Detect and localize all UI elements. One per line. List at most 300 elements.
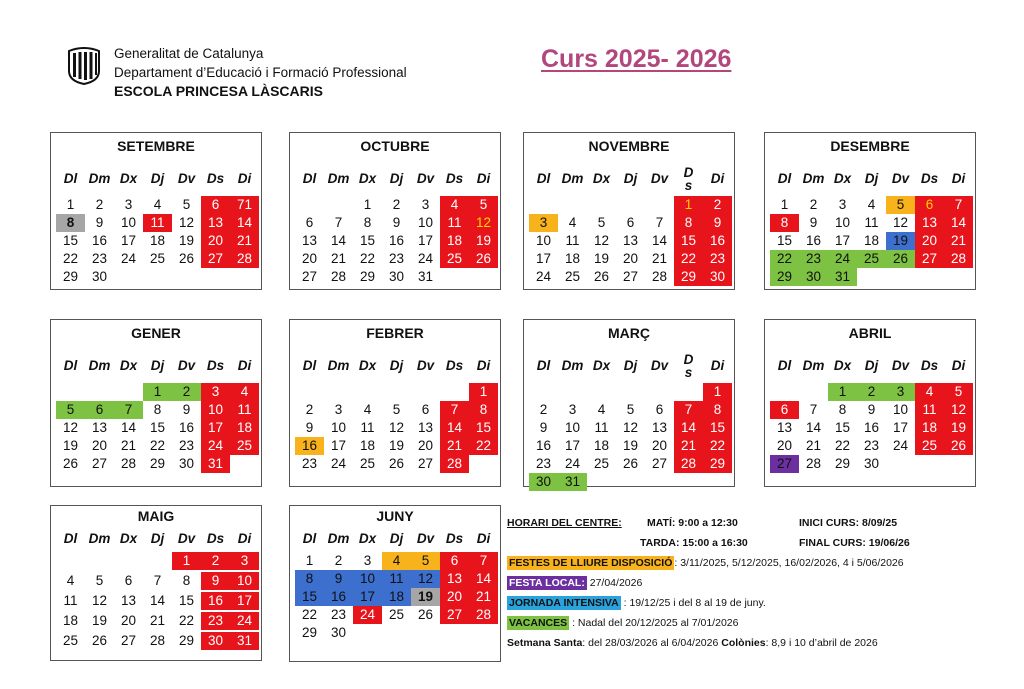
day-cell: 25 [388, 607, 405, 622]
day-cell [230, 455, 259, 473]
day-cell: 9 [324, 570, 353, 588]
day-cell: 16 [91, 233, 108, 248]
weekday-header-ds: Ds [683, 352, 694, 380]
day-cell: 5 [56, 401, 85, 419]
month-novembre [523, 132, 735, 290]
weekday-header: Dm [327, 171, 350, 186]
day-cell: 6 [421, 402, 430, 417]
day-cell: 21 [469, 588, 498, 606]
day-cell [201, 268, 230, 286]
weekday-header: Di [476, 531, 491, 546]
month-title: ABRIL [848, 325, 892, 341]
day-cell: 5 [411, 552, 440, 570]
day-cell: 29 [301, 625, 318, 640]
day-cell: 11 [360, 420, 375, 435]
day-cell: 23 [91, 251, 108, 266]
day-cell: 25 [593, 456, 610, 471]
day-cell: 10 [353, 570, 382, 588]
day-cell [674, 383, 703, 401]
day-cell: 1 [172, 552, 201, 570]
day-cell [85, 552, 114, 570]
day-cell [143, 552, 172, 570]
weekday-header: Dm [802, 171, 825, 186]
day-cell [411, 624, 440, 642]
tarda-schedule: TARDA: 15:00 a 16:30 [640, 537, 748, 549]
weekday-header: Dj [389, 171, 404, 186]
day-cell: 13 [440, 570, 469, 588]
day-cell: 25 [149, 251, 166, 266]
day-cell: 8 [469, 401, 498, 419]
day-cell: 22 [674, 250, 703, 268]
day-cell: 30 [799, 268, 828, 286]
day-cell: 27 [201, 250, 230, 268]
day-cell: 13 [915, 214, 944, 232]
day-cell: 7 [809, 402, 818, 417]
legend [507, 514, 1007, 654]
day-cell: 28 [230, 250, 259, 268]
day-cell: 21 [944, 232, 973, 250]
day-cell: 15 [178, 593, 195, 608]
day-cell: 5 [392, 402, 401, 417]
day-cell [915, 268, 944, 286]
day-cell: 2 [172, 383, 201, 401]
day-cell: 22 [834, 438, 851, 453]
day-cell: 28 [674, 455, 703, 473]
day-cell: 24 [330, 456, 347, 471]
weekday-header: Dl [302, 358, 317, 373]
day-cell [469, 268, 498, 286]
day-cell: 21 [651, 251, 668, 266]
day-cell: 4 [363, 402, 372, 417]
colonies-label: Colònies [721, 637, 766, 649]
day-cell: 26 [886, 250, 915, 268]
day-cell: 26 [62, 456, 79, 471]
day-cell: 7 [153, 573, 162, 588]
day-cell: 5 [182, 197, 191, 212]
day-cell [616, 383, 645, 401]
day-cell: 6 [305, 215, 314, 230]
day-cell: 5 [886, 196, 915, 214]
day-cell: 7 [655, 215, 664, 230]
day-cell: 25 [62, 633, 79, 648]
weekday-header: Ds [920, 171, 939, 186]
day-cell: 15 [295, 588, 324, 606]
day-cell: 23 [301, 456, 318, 471]
day-cell: 3 [334, 402, 343, 417]
weekday-header: Dx [358, 531, 377, 546]
day-cell: 22 [178, 613, 195, 628]
day-cell: 19 [886, 232, 915, 250]
day-cell: 22 [301, 607, 318, 622]
weekday-header: Dx [833, 358, 852, 373]
day-cell: 10 [230, 572, 259, 590]
day-cell: 23 [799, 250, 828, 268]
day-cell [645, 196, 674, 214]
day-cell: 4 [440, 196, 469, 214]
day-cell: 4 [66, 573, 75, 588]
weekday-header: Dv [177, 531, 196, 546]
day-cell: 4 [568, 215, 577, 230]
day-cell [645, 383, 674, 401]
day-cell: 20 [91, 438, 108, 453]
day-cell: 25 [564, 269, 581, 284]
day-cell: 2 [201, 552, 230, 570]
day-cell: 10 [892, 402, 909, 417]
day-cell: 15 [674, 232, 703, 250]
day-cell: 16 [295, 437, 324, 455]
day-cell: 1 [143, 383, 172, 401]
day-cell: 27 [301, 269, 318, 284]
day-cell: 20 [201, 232, 230, 250]
day-cell: 1 [780, 197, 789, 212]
day-cell: 13 [776, 420, 793, 435]
day-cell: 30 [703, 268, 732, 286]
day-cell: 6 [85, 401, 114, 419]
day-cell: 14 [330, 233, 347, 248]
weekday-header: Dx [592, 358, 611, 373]
jornada-text: : 19/12/25 i del 8 al 19 de juny. [620, 597, 766, 609]
day-cell: 29 [149, 456, 166, 471]
day-cell: 30 [91, 269, 108, 284]
weekday-header: Dx [119, 171, 138, 186]
day-cell: 15 [359, 233, 376, 248]
day-cell: 21 [440, 437, 469, 455]
day-cell: 5 [597, 215, 606, 230]
month-juny [289, 505, 501, 662]
day-cell: 28 [120, 456, 137, 471]
day-cell [56, 383, 85, 401]
day-cell: 8 [56, 214, 85, 232]
day-cell: 24 [120, 251, 137, 266]
day-cell: 16 [201, 592, 230, 610]
day-cell: 16 [324, 588, 353, 606]
day-cell: 14 [944, 214, 973, 232]
day-cell: 8 [363, 215, 372, 230]
day-cell: 3 [201, 383, 230, 401]
day-cell: 27 [91, 456, 108, 471]
day-cell: 24 [353, 606, 382, 624]
day-cell: 17 [564, 438, 581, 453]
day-cell: 16 [863, 420, 880, 435]
day-cell: 10 [564, 420, 581, 435]
day-cell: 6 [201, 196, 230, 214]
weekday-header: Dm [88, 171, 111, 186]
weekday-header: Ds [206, 171, 225, 186]
day-cell: 14 [674, 419, 703, 437]
weekday-header: Dm [327, 531, 350, 546]
weekday-header: Dj [150, 358, 165, 373]
weekday-header: Dl [63, 171, 78, 186]
day-cell: 24 [417, 251, 434, 266]
day-cell: 13 [201, 214, 230, 232]
day-cell: 3 [838, 197, 847, 212]
day-cell: 9 [305, 420, 314, 435]
weekday-header: Dm [561, 358, 584, 373]
day-cell [114, 383, 143, 401]
day-cell [944, 268, 973, 286]
day-cell: 31 [417, 269, 434, 284]
weekday-header: Dl [536, 171, 551, 186]
day-cell: 26 [593, 269, 610, 284]
day-cell: 20 [776, 438, 793, 453]
weekday-header: Dv [177, 358, 196, 373]
day-cell: 14 [805, 420, 822, 435]
day-cell: 10 [120, 215, 137, 230]
day-cell: 25 [230, 437, 259, 455]
day-cell: 19 [469, 232, 498, 250]
day-cell: 21 [149, 613, 166, 628]
day-cell: 19 [388, 438, 405, 453]
month-octubre [289, 132, 501, 290]
local-text: 27/04/2026 [586, 577, 643, 589]
weekday-header: Dl [302, 171, 317, 186]
department-name: Departament d’Educació i Formació Professional [114, 65, 407, 80]
day-cell: 29 [770, 268, 799, 286]
day-cell: 14 [469, 570, 498, 588]
day-cell: 6 [770, 401, 799, 419]
day-cell: 9 [182, 402, 191, 417]
day-cell: 17 [330, 438, 347, 453]
day-cell: 3 [363, 553, 372, 568]
day-cell: 17 [834, 233, 851, 248]
day-cell: 26 [944, 437, 973, 455]
day-cell: 1 [674, 196, 703, 214]
month-title: GENER [131, 325, 181, 341]
local-label: FESTA LOCAL: [509, 577, 585, 589]
day-cell: 15 [149, 420, 166, 435]
day-cell: 2 [539, 402, 548, 417]
day-cell [944, 455, 973, 473]
day-cell: 13 [120, 593, 137, 608]
day-cell [324, 196, 353, 214]
day-cell [382, 383, 411, 401]
day-cell: 18 [359, 438, 376, 453]
day-cell: 11 [382, 570, 411, 588]
day-cell: 27 [622, 269, 639, 284]
day-cell: 12 [178, 215, 195, 230]
day-cell [353, 624, 382, 642]
day-cell: 24 [535, 269, 552, 284]
day-cell: 26 [91, 633, 108, 648]
weekday-header: Di [237, 531, 252, 546]
day-cell: 7 [334, 215, 343, 230]
month-title: NOVEMBRE [588, 138, 670, 154]
day-cell: 7 [440, 401, 469, 419]
setmana-text: : del 28/03/2026 al 6/04/2026 [582, 637, 719, 649]
weekday-header: Dj [389, 531, 404, 546]
day-cell: 13 [301, 233, 318, 248]
weekday-header: Dx [119, 531, 138, 546]
day-cell: 1 [703, 383, 732, 401]
day-cell: 16 [805, 233, 822, 248]
weekday-header: Di [951, 358, 966, 373]
day-cell: 15 [776, 233, 793, 248]
day-cell: 24 [828, 250, 857, 268]
day-cell: 22 [770, 250, 799, 268]
day-cell: 4 [230, 383, 259, 401]
day-cell: 19 [944, 419, 973, 437]
day-cell: 16 [388, 233, 405, 248]
weekday-header: Dl [777, 171, 792, 186]
day-cell: 11 [594, 420, 609, 435]
day-cell: 8 [295, 570, 324, 588]
course-end: FINAL CURS: 19/06/26 [799, 537, 910, 549]
setmana-label: Setmana Santa [507, 637, 583, 649]
day-cell [558, 196, 587, 214]
day-cell: 20 [301, 251, 318, 266]
day-cell: 31 [201, 455, 230, 473]
day-cell: 26 [178, 251, 195, 266]
weekday-header: Dl [302, 531, 317, 546]
weekday-header: Ds [445, 358, 464, 373]
day-cell: 12 [593, 233, 610, 248]
day-cell: 29 [703, 455, 732, 473]
weekday-header: Dj [389, 358, 404, 373]
day-cell: 12 [892, 215, 909, 230]
day-cell: 22 [359, 251, 376, 266]
day-cell: 22 [149, 438, 166, 453]
day-cell: 28 [330, 269, 347, 284]
month-abril [764, 319, 976, 487]
day-cell: 29 [834, 456, 851, 471]
weekday-header: Dx [592, 171, 611, 186]
day-cell [230, 268, 259, 286]
day-cell: 17 [892, 420, 909, 435]
day-cell: 31 [230, 632, 259, 650]
day-cell [295, 196, 324, 214]
day-cell: 19 [593, 251, 610, 266]
day-cell: 10 [417, 215, 434, 230]
day-cell: 31 [558, 473, 587, 491]
day-cell: 20 [622, 251, 639, 266]
day-cell: 21 [674, 437, 703, 455]
day-cell [616, 196, 645, 214]
month-setembre [50, 132, 262, 290]
day-cell: 17 [120, 233, 137, 248]
weekday-header: Dm [327, 358, 350, 373]
day-cell: 28 [469, 606, 498, 624]
day-cell: 15 [834, 420, 851, 435]
day-cell: 1 [363, 197, 372, 212]
weekday-header: Dv [416, 358, 435, 373]
weekday-header: Dx [833, 171, 852, 186]
day-cell: 22 [62, 251, 79, 266]
day-cell: 12 [622, 420, 639, 435]
day-cell: 28 [805, 456, 822, 471]
day-cell: 5 [626, 402, 635, 417]
day-cell: 27 [440, 606, 469, 624]
weekday-header: Ds [206, 358, 225, 373]
day-cell: 9 [703, 214, 732, 232]
day-cell: 23 [535, 456, 552, 471]
day-cell [469, 455, 498, 473]
day-cell: 15 [703, 419, 732, 437]
day-cell: 11 [915, 401, 944, 419]
day-cell: 11 [143, 214, 172, 232]
day-cell: 18 [593, 438, 610, 453]
day-cell: 8 [770, 214, 799, 232]
mati-schedule: MATÍ: 9:00 a 12:30 [647, 517, 738, 529]
day-cell: 27 [915, 250, 944, 268]
weekday-header: Dv [891, 171, 910, 186]
day-cell: 71 [230, 196, 259, 214]
day-cell: 11 [440, 214, 469, 232]
weekday-header: Ds [445, 531, 464, 546]
day-cell: 2 [857, 383, 886, 401]
day-cell [770, 383, 799, 401]
day-cell: 1 [469, 383, 498, 401]
day-cell: 1 [66, 197, 75, 212]
month-title: MAIG [137, 508, 175, 524]
day-cell: 16 [535, 438, 552, 453]
day-cell: 17 [535, 251, 552, 266]
day-cell [411, 383, 440, 401]
weekday-header: Dj [150, 531, 165, 546]
weekday-header: Dv [416, 531, 435, 546]
day-cell: 9 [392, 215, 401, 230]
day-cell [674, 473, 703, 491]
weekday-header: Ds [445, 171, 464, 186]
day-cell: 7 [114, 401, 143, 419]
day-cell: 13 [417, 420, 434, 435]
day-cell: 27 [417, 456, 434, 471]
day-cell: 3 [568, 402, 577, 417]
day-cell [645, 473, 674, 491]
day-cell [587, 196, 616, 214]
day-cell: 21 [805, 438, 822, 453]
day-cell: 18 [149, 233, 166, 248]
day-cell: 10 [834, 215, 851, 230]
day-cell [295, 383, 324, 401]
day-cell: 23 [178, 438, 195, 453]
day-cell: 4 [867, 197, 876, 212]
day-cell: 18 [230, 419, 259, 437]
jornada-label: JORNADA INTENSIVA [509, 597, 619, 609]
day-cell: 18 [440, 232, 469, 250]
day-cell: 20 [440, 588, 469, 606]
day-cell [915, 455, 944, 473]
day-cell: 14 [440, 419, 469, 437]
day-cell: 5 [469, 196, 498, 214]
day-cell: 7 [944, 196, 973, 214]
catalan-government-logo-icon [66, 47, 102, 85]
day-cell: 16 [703, 232, 732, 250]
school-name: ESCOLA PRINCESA LÀSCARIS [114, 83, 323, 99]
day-cell: 17 [201, 419, 230, 437]
colonies-text: : 8,9 i 10 d’abril de 2026 [765, 637, 878, 649]
weekday-header: Ds [920, 358, 939, 373]
day-cell: 22 [703, 437, 732, 455]
day-cell: 19 [91, 613, 108, 628]
day-cell: 25 [440, 250, 469, 268]
day-cell: 4 [382, 552, 411, 570]
day-cell: 8 [182, 573, 191, 588]
weekday-header [674, 165, 703, 193]
day-cell: 25 [915, 437, 944, 455]
day-cell: 11 [230, 401, 259, 419]
day-cell: 6 [440, 552, 469, 570]
day-cell [886, 268, 915, 286]
weekday-header: Dv [891, 358, 910, 373]
day-cell: 29 [674, 268, 703, 286]
weekday-header: Di [951, 171, 966, 186]
day-cell: 12 [62, 420, 79, 435]
day-cell: 23 [703, 250, 732, 268]
weekday-header: Di [237, 358, 252, 373]
day-cell: 24 [201, 437, 230, 455]
day-cell: 7 [674, 401, 703, 419]
day-cell: 4 [153, 197, 162, 212]
